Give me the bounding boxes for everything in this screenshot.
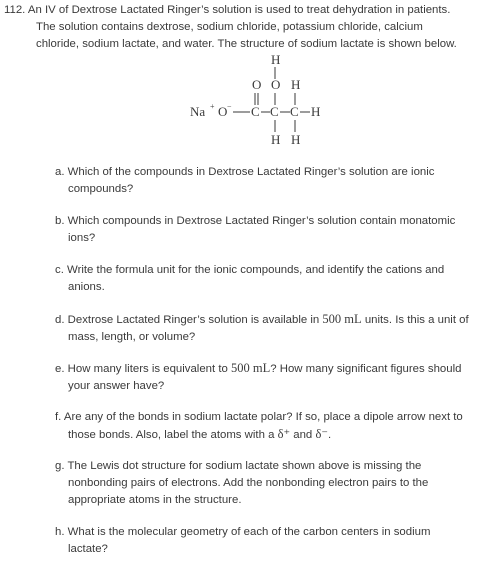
atom-o-carbonyl: O bbox=[252, 77, 262, 92]
volume-value: 500 mL bbox=[231, 361, 271, 375]
question-g-line1: g. The Lewis dot structure for sodium lactate shown above is missing the bbox=[55, 460, 422, 472]
question-g-line2: nonbonding pairs of electrons. Add the nonbonding electron pairs to the bbox=[68, 477, 429, 489]
o-charge: − bbox=[227, 102, 232, 111]
question-f-line1: f. Are any of the bonds in sodium lactate polar? If so, place a dipole arrow next to bbox=[55, 411, 463, 423]
atom-h-bottom-c3: H bbox=[291, 132, 301, 147]
atom-c3: C bbox=[290, 104, 299, 119]
question-e bbox=[55, 360, 483, 395]
atom-o-minus: O bbox=[218, 104, 228, 119]
question-e-line2: your answer have? bbox=[68, 380, 165, 392]
atom-c2: C bbox=[270, 104, 279, 119]
atom-h-top: H bbox=[271, 52, 281, 67]
question-g-line3: appropriate atoms in the structure. bbox=[68, 494, 242, 506]
question-a bbox=[55, 164, 483, 198]
question-e-line1: e. How many liters is equivalent to 500 mL? How many significant figures should bbox=[55, 361, 462, 375]
question-h-line2: lactate? bbox=[68, 543, 108, 555]
delta-minus-symbol: δ⁻ bbox=[315, 427, 328, 441]
problem-intro-line1 bbox=[4, 2, 488, 19]
question-d bbox=[55, 311, 483, 346]
sodium-lactate-structure bbox=[180, 52, 360, 156]
atom-h-bottom-c2: H bbox=[271, 132, 281, 147]
na-charge: + bbox=[210, 102, 215, 111]
problem-intro-line2: The solution contains dextrose, sodium chloride, potassium chloride, calcium bbox=[36, 21, 423, 33]
volume-value: 500 mL bbox=[322, 312, 362, 326]
atom-h-right: H bbox=[311, 104, 321, 119]
problem-intro-line3: chloride, sodium lactate, and water. The structure of sodium lactate is shown below. bbox=[36, 38, 457, 50]
atom-o-hydroxyl: O bbox=[271, 77, 281, 92]
question-a-line2: compounds? bbox=[68, 183, 134, 195]
atom-na: Na bbox=[190, 104, 206, 119]
question-h-line1: h. What is the molecular geometry of each of the carbon centers in sodium bbox=[55, 526, 431, 538]
problem-statement bbox=[4, 2, 488, 53]
question-f-line2: those bonds. Also, label the atoms with a δ⁺ and δ⁻. bbox=[68, 427, 332, 441]
question-d-line1: d. Dextrose Lactated Ringer’s solution is available in 500 mL units. Is this a unit of bbox=[55, 312, 469, 326]
question-b bbox=[55, 213, 483, 247]
structure-svg bbox=[180, 52, 360, 156]
question-b-line1: b. Which compounds in Dextrose Lactated Ringer’s solution contain monatomic bbox=[55, 215, 456, 227]
question-c-line1: c. Write the formula unit for the ionic compounds, and identify the cations and bbox=[55, 264, 445, 276]
question-a-line1: a. Which of the compounds in Dextrose Lactated Ringer’s solution are ionic bbox=[55, 166, 435, 178]
delta-plus-symbol: δ⁺ bbox=[277, 427, 291, 441]
question-c bbox=[55, 262, 483, 296]
question-h bbox=[55, 524, 483, 558]
problem-intro-text1: An IV of Dextrose Lactated Ringer’s solution is used to treat dehydration in patients. bbox=[27, 4, 451, 16]
atom-h-right-top: H bbox=[291, 77, 301, 92]
question-d-line2: mass, length, or volume? bbox=[68, 331, 196, 343]
question-c-line2: anions. bbox=[68, 281, 105, 293]
atom-c1: C bbox=[251, 104, 260, 119]
problem-number: 112. bbox=[4, 4, 26, 16]
question-f bbox=[55, 409, 483, 444]
question-g bbox=[55, 458, 483, 509]
question-b-line2: ions? bbox=[68, 232, 96, 244]
